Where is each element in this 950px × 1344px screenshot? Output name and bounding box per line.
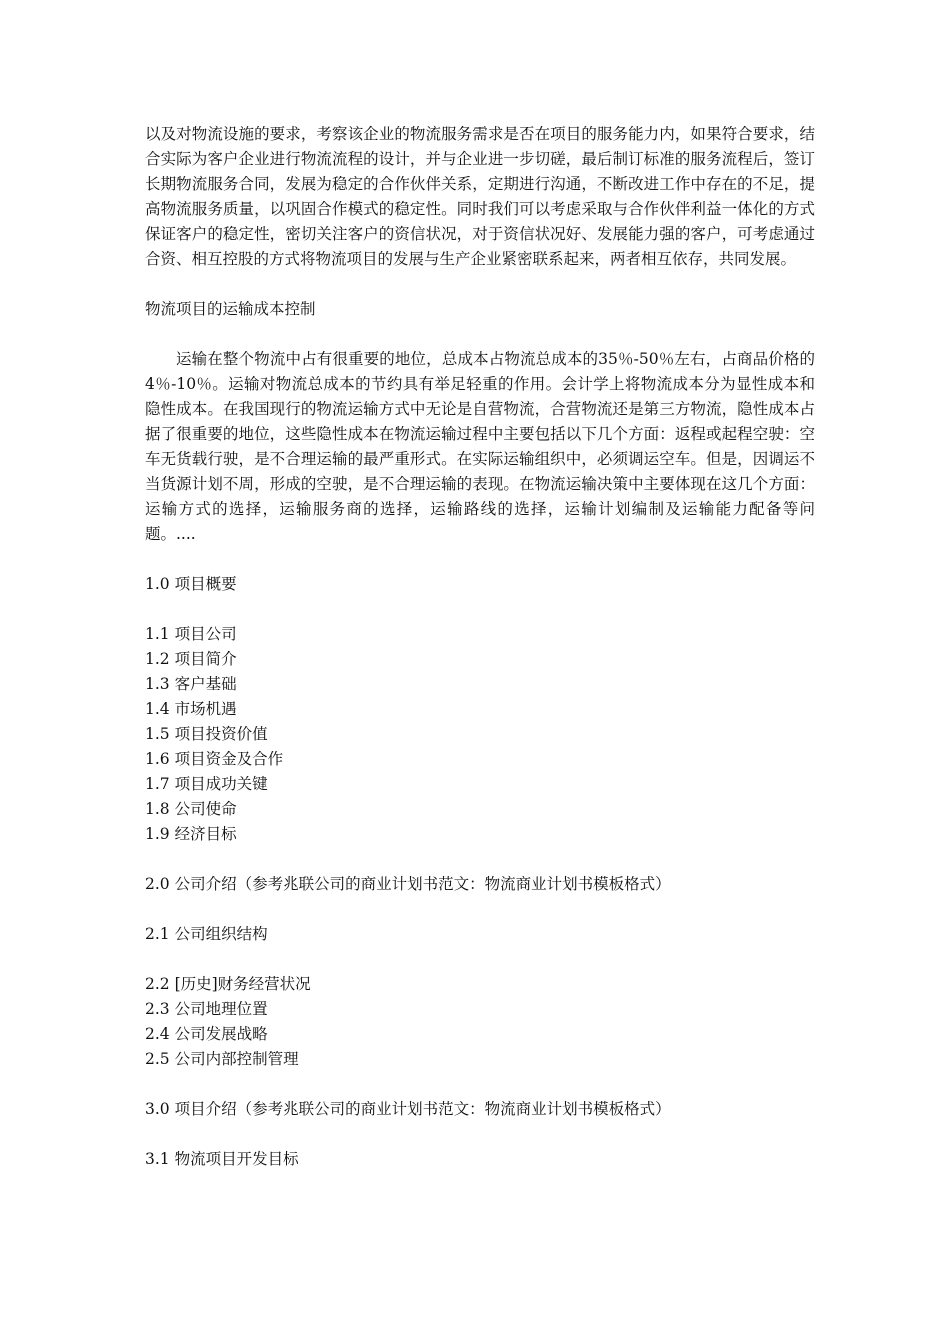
spacer	[145, 1122, 815, 1147]
spacer	[145, 547, 815, 572]
toc-item: 1.7 项目成功关键	[145, 775, 268, 793]
toc-item: 2.5 公司内部控制管理	[145, 1050, 299, 1068]
toc-item: 3.1 物流项目开发目标	[145, 1150, 299, 1168]
spacer	[145, 1072, 815, 1097]
toc-section-1-title: 1.0 项目概要	[145, 575, 237, 593]
toc-item: 2.3 公司地理位置	[145, 1000, 268, 1018]
section-heading-transport-cost: 物流项目的运输成本控制	[145, 300, 316, 318]
toc-section-2-title: 2.0 公司介绍（参考兆联公司的商业计划书范文：物流商业计划书模板格式）	[145, 875, 671, 893]
spacer	[145, 272, 815, 297]
toc-section-3-title: 3.0 项目介绍（参考兆联公司的商业计划书范文：物流商业计划书模板格式）	[145, 1100, 671, 1118]
toc-item: 2.1 公司组织结构	[145, 925, 268, 943]
toc-item: 1.9 经济目标	[145, 825, 237, 843]
toc-item: 2.4 公司发展战略	[145, 1025, 268, 1043]
spacer	[145, 847, 815, 872]
spacer	[145, 897, 815, 922]
body-paragraph-2: 运输在整个物流中占有很重要的地位，总成本占物流总成本的35％-50％左右，占商品价格的4％-10％。运输对物流总成本的节约具有举足轻重的作用。会计学上将物流成本分为显性成本和隐性成本。在我国现行的物流运输方式中无论是自营物流，合营物流还是第三方物流，隐性成本占据了很重要的地位，这些隐性成本在物流运输过程中主要包括以下几个方面：返程或起程空驶：空车无货载行驶，是不合理运输的最严重形式。在实际运输组织中，必须调运空车。但是，因调运不当货源计划不周，形成的空驶，是不合理运输的表现。在物流运输决策中主要体现在这几个方面：运输方式的选择，运输服务商的选择，运输路线的选择，运输计划编制及运输能力配备等问题。....	[145, 350, 815, 543]
spacer	[145, 597, 815, 622]
toc-item: 1.8 公司使命	[145, 800, 237, 818]
toc-item: 1.5 项目投资价值	[145, 725, 268, 743]
body-paragraph-1: 以及对物流设施的要求，考察该企业的物流服务需求是否在项目的服务能力内，如果符合要求，结合实际为客户企业进行物流流程的设计，并与企业进一步切磋，最后制订标准的服务流程后，签订长期物流服务合同，发展为稳定的合作伙伴关系，定期进行沟通，不断改进工作中存在的不足，提高物流服务质量，以巩固合作模式的稳定性。同时我们可以考虑采取与合作伙伴利益一体化的方式保证客户的稳定性，密切关注客户的资信状况，对于资信状况好、发展能力强的客户，可考虑通过合资、相互控股的方式将物流项目的发展与生产企业紧密联系起来，两者相互依存，共同发展。	[145, 125, 815, 268]
toc-item: 2.2 [历史]财务经营状况	[145, 975, 311, 993]
spacer	[145, 322, 815, 347]
toc-section-2-list	[145, 972, 815, 1072]
document-page	[145, 122, 815, 1172]
toc-item: 1.1 项目公司	[145, 625, 237, 643]
toc-item: 1.3 客户基础	[145, 675, 237, 693]
toc-item: 1.6 项目资金及合作	[145, 750, 284, 768]
toc-section-1-list	[145, 622, 815, 847]
toc-item: 1.2 项目简介	[145, 650, 237, 668]
spacer	[145, 947, 815, 972]
toc-item: 1.4 市场机遇	[145, 700, 237, 718]
